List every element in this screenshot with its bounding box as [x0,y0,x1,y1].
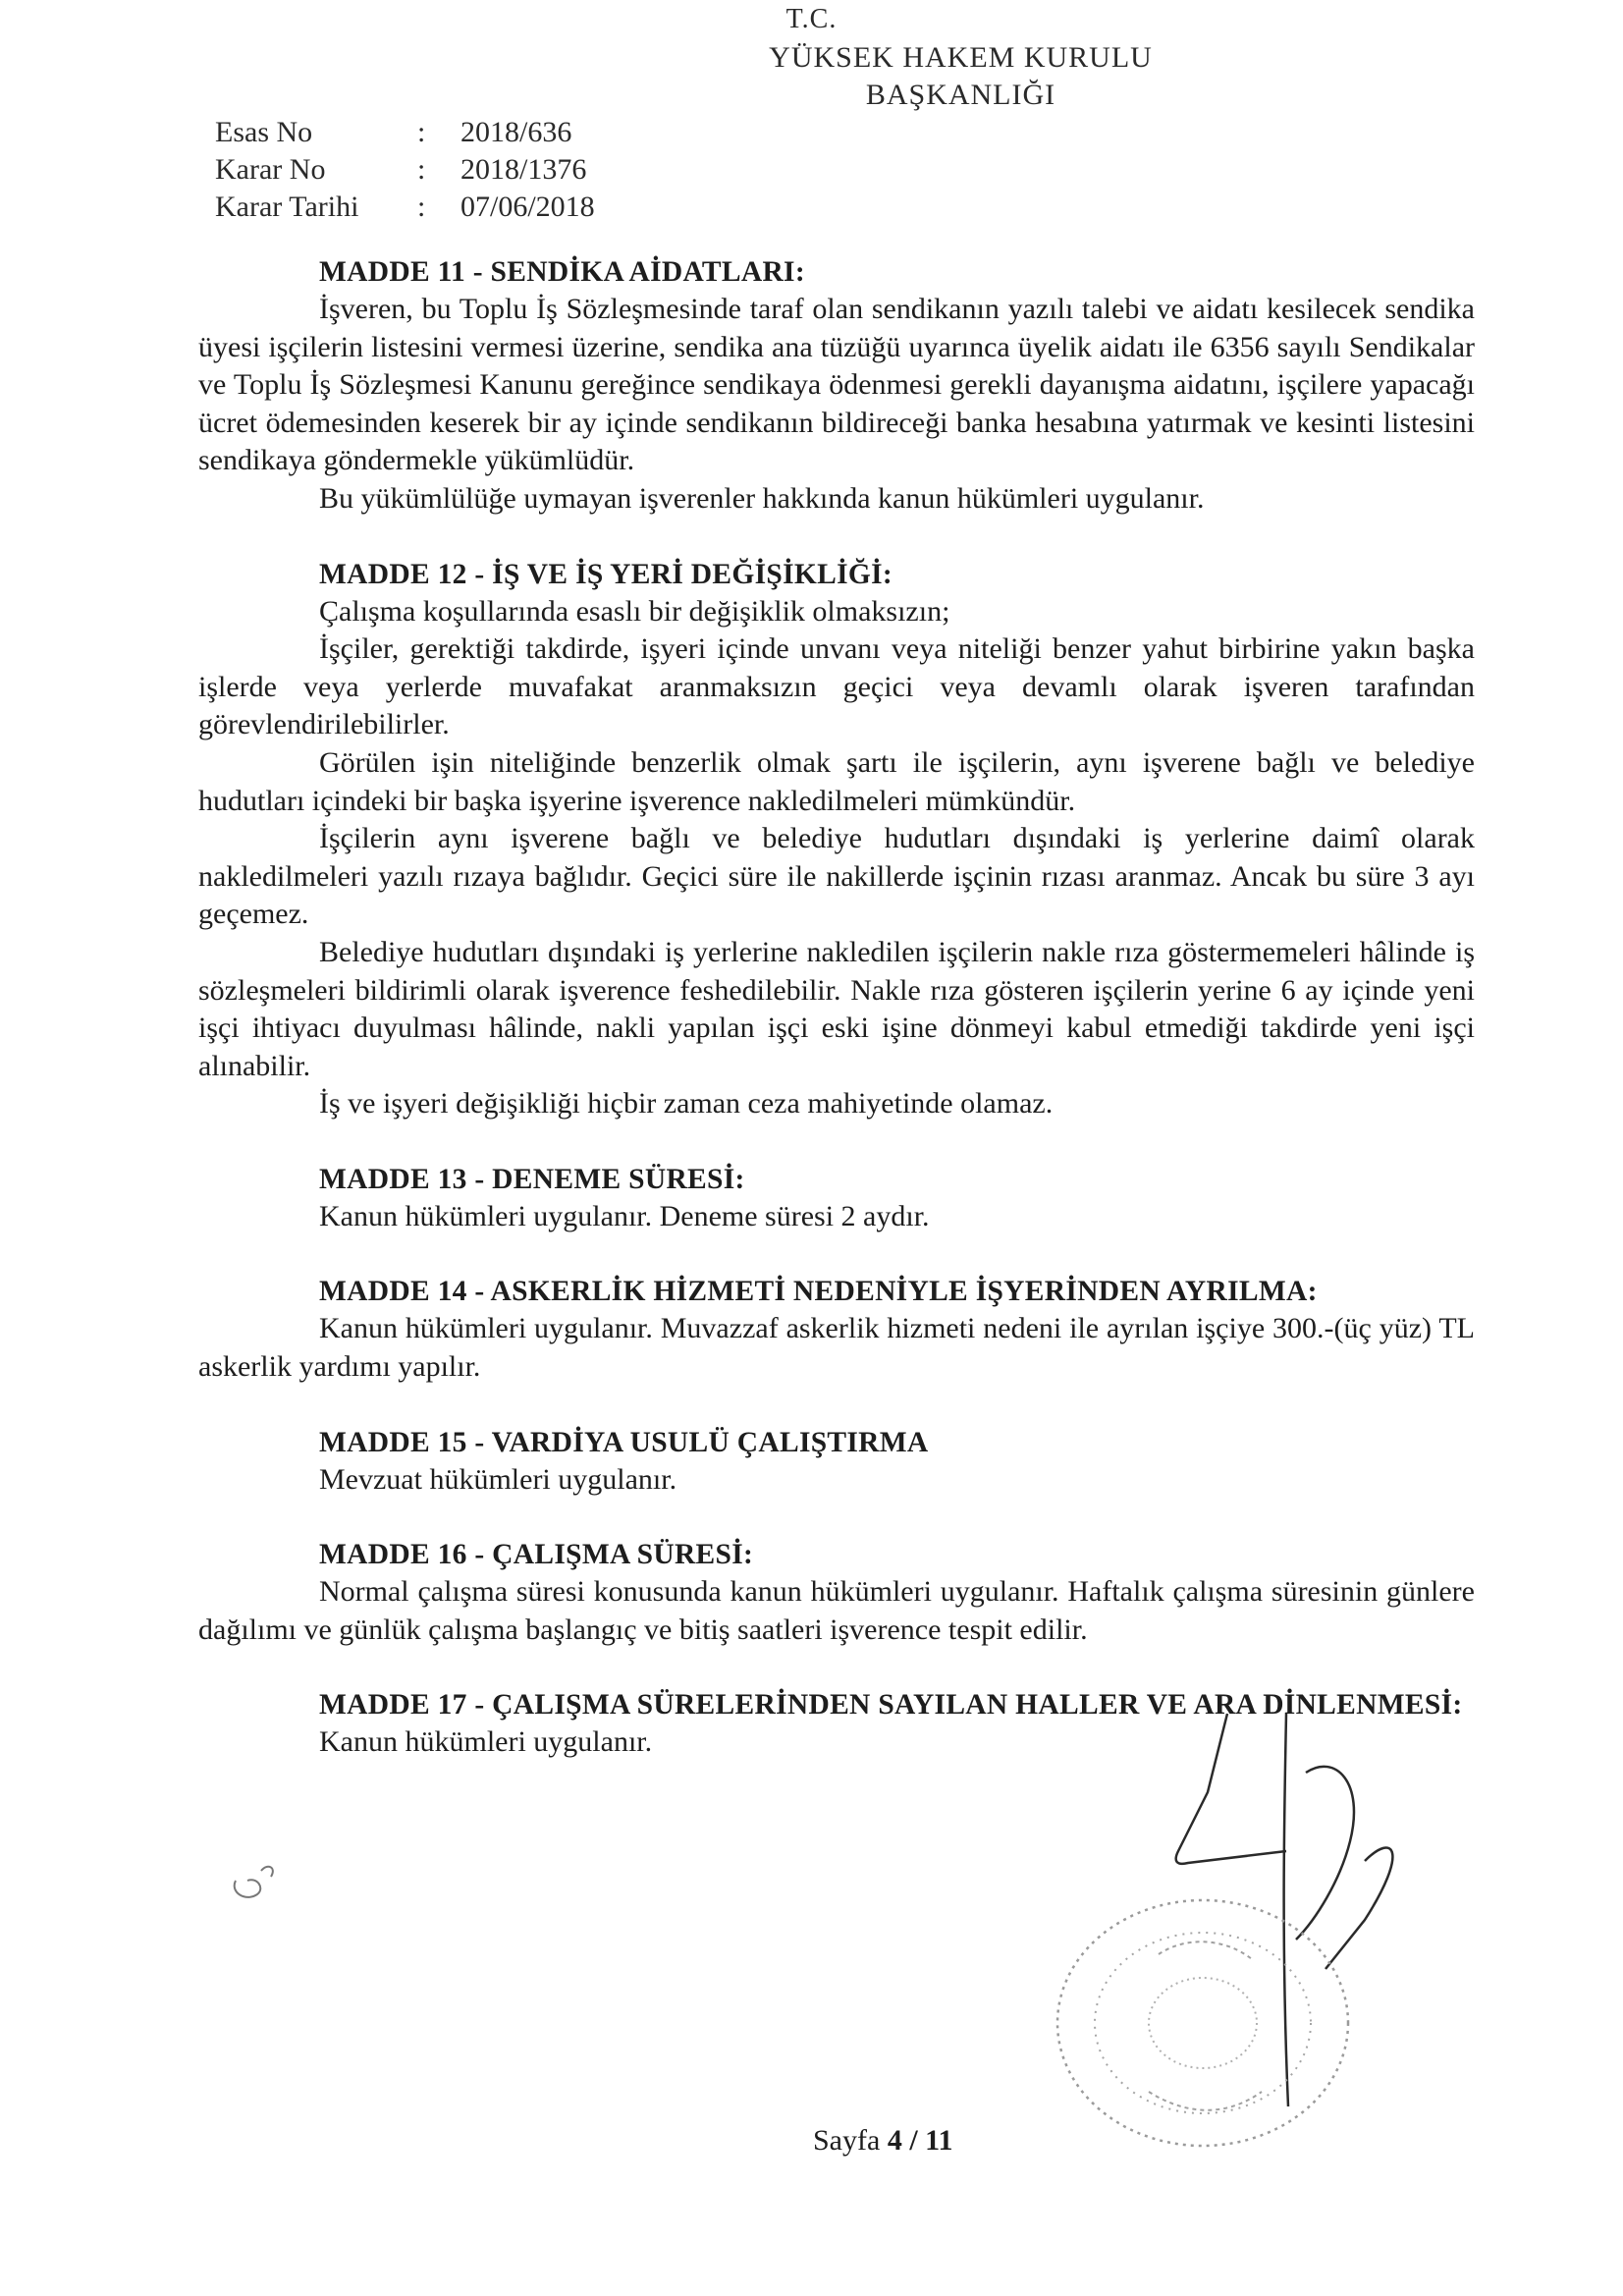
meta-label: Karar Tarihi [215,191,359,223]
meta-label: Esas No [215,116,313,148]
article-paragraph: Görülen işin niteliğinde benzerlik olmak şartı ile işçilerin, aynı işverene bağlı ve belediye hudutları içindeki bir başka işyerine işverence nakledilmeleri mümkündür. [198,745,1475,817]
article-paragraph: Kanun hükümleri uygulanır. [319,1725,653,1759]
article-paragraph: İşçiler, gerektiği takdirde, işyeri içinde unvanı veya niteliği benzer yahut birbirine yakın başka işlerde veya yerlerde muvafakat aranmaksızın geçici veya devamlı olarak işveren tarafından görevlendirilebilirler. [198,632,1475,741]
article-paragraph: İşveren, bu Toplu İş Sözleşmesinde taraf olan sendikanın yazılı talebi ve aidatı kesilecek sendika üyesi işçilerin listesini vermesi üzerine, sendika ana tüzüğü uyarınca üyelik aidatı ile 6356 sayılı Sendikalar ve Toplu İş Sözleşmesi Kanunu gereğince sendikaya ödenmesi gerekli dayanışma aidatını, işçilere yapacağı ücret ödemesinden keserek bir ay içinde sendikanın bildireceği banka hesabına yatırmak ve kesinti listesini sendikaya göndermekle yükümlüdür. [198,293,1475,477]
meta-label: Karar No [215,153,326,186]
article-paragraph: Kanun hükümleri uygulanır. Muvazzaf askerlik hizmeti nedeni ile ayrılan işçiye 300.-(üç yüz) TL askerlik yardımı yapılır. [198,1312,1475,1384]
article-11 [198,253,1475,519]
article-title: MADDE 12 - İŞ VE İŞ YERİ DEĞİŞİKLİĞİ: [319,558,893,590]
article-paragraph: İş ve işyeri değişikliği hiçbir zaman ceza mahiyetinde olamaz. [319,1087,1054,1121]
page-word: Sayfa [813,2124,881,2157]
article-title: MADDE 14 - ASKERLİK HİZMETİ NEDENİYLE İŞYERİNDEN AYRILMA: [319,1276,1318,1308]
article-title: MADDE 11 - SENDİKA AİDATLARI: [319,256,805,288]
article-16 [198,1536,1475,1649]
case-metadata [215,114,595,226]
article-title: MADDE 13 - DENEME SÜRESİ: [319,1163,745,1195]
meta-value: 2018/636 [460,116,572,148]
meta-row-karar-tarihi [215,189,595,226]
header-presidency: BAŞKANLIĞI [865,79,1056,111]
article-paragraph: Kanun hükümleri uygulanır. Deneme süresi 2 aydır. [319,1199,930,1232]
article-paragraph: İşçilerin aynı işverene bağlı ve belediye hudutları dışındaki iş yerlerine daimî olarak nakledilmeleri yazılı rızaya bağlıdır. Geçici süre ile nakillerde işçinin rızası aranmaz. Ancak bu süre 3 ayı geçemez. [198,822,1475,931]
article-paragraph: Belediye hudutları dışındaki iş yerlerine nakledilen işçilerin nakle rıza göstermemeleri hâlinde iş sözleşmeleri bildirimli olarak işverence feshedilebilir. Nakle rıza gösteren işçilerin yerine 6 ay içinde yeni işçi ihtiyacı duyulması hâlinde, nakli yapılan işçi eski işine dönmeyi kabul etmediği takdirde yeni işçi alınabilir. [198,935,1475,1082]
meta-colon: : [417,116,426,148]
meta-row-karar [215,151,595,189]
meta-value: 2018/1376 [460,153,587,186]
page-index: 4 / 11 [887,2124,953,2157]
article-paragraph: Bu yükümlülüğe uymayan işverenler hakkında kanun hükümleri uygulanır. [319,481,1205,515]
article-15 [198,1424,1475,1500]
meta-colon: : [417,191,426,223]
meta-colon: : [417,153,426,186]
page-number [813,2124,953,2158]
article-12 [198,556,1475,1123]
pencil-mark-icon [228,1851,287,1905]
meta-value: 07/06/2018 [460,191,595,223]
header-tc: T.C. [785,4,838,34]
article-paragraph: Çalışma koşullarında esaslı bir değişiklik olmaksızın; [319,594,950,628]
article-paragraph: Normal çalışma süresi konusunda kanun hükümleri uygulanır. Haftalık çalışma süresinin günlere dağılımı ve günlük çalışma başlangıç ve bitiş saatleri işverence tespit edilir. [198,1575,1475,1646]
article-title: MADDE 16 - ÇALIŞMA SÜRESİ: [319,1539,754,1571]
official-seal-icon [1041,1886,1365,2170]
header-institution: YÜKSEK HAKEM KURULU [769,41,1153,74]
meta-row-esas [215,114,595,151]
article-13 [198,1161,1475,1236]
article-title: MADDE 15 - VARDİYA USULÜ ÇALIŞTIRMA [319,1426,929,1458]
document-body [198,253,1475,1799]
article-title: MADDE 17 - ÇALIŞMA SÜRELERİNDEN SAYILAN HALLER VE ARA DİNLENMESİ: [319,1689,1463,1722]
article-paragraph: Mevzuat hükümleri uygulanır. [319,1462,677,1496]
article-14 [198,1273,1475,1386]
